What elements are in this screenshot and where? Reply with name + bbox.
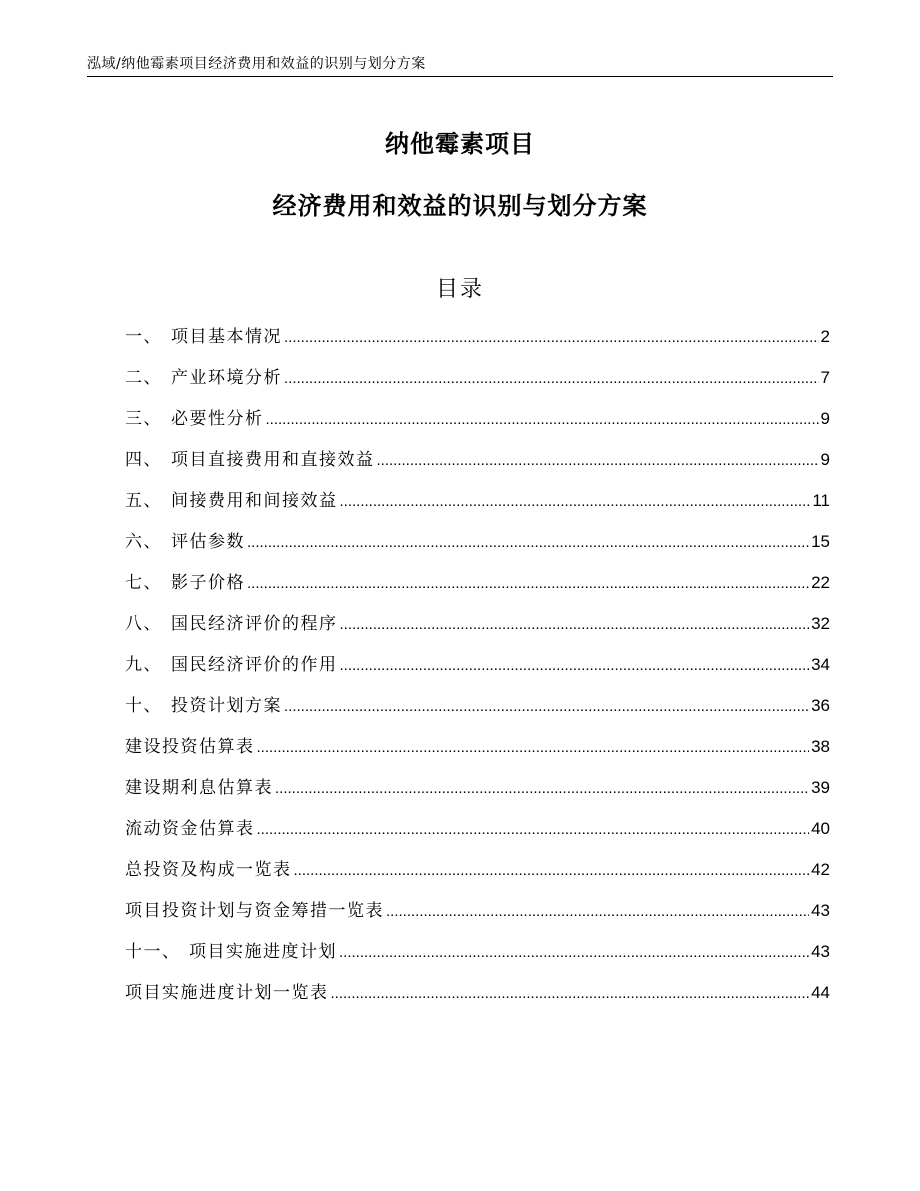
toc-leader-dots [340, 651, 810, 681]
toc-entry-label: 国民经济评价的程序 [171, 614, 338, 634]
toc-leader-dots [247, 569, 809, 599]
toc-entry-label: 项目基本情况 [171, 327, 282, 347]
toc-entry[interactable] [125, 650, 830, 691]
toc-entry-label: 总投资及构成一览表 [125, 860, 292, 880]
toc-entry[interactable] [125, 404, 830, 445]
toc-entry-label: 项目直接费用和直接效益 [171, 450, 375, 470]
toc-entry[interactable] [125, 527, 830, 568]
toc-entry-page: 36 [811, 696, 830, 715]
toc-leader-dots [266, 405, 819, 435]
toc-entry-page: 42 [811, 860, 830, 879]
toc-entry-page: 32 [811, 614, 830, 633]
toc-entry-label: 国民经济评价的作用 [171, 655, 338, 675]
document-title-line1: 纳他霉素项目 [385, 130, 535, 158]
toc-entry-label: 项目实施进度计划一览表 [125, 983, 329, 1003]
toc-entry-number: 十一、 [125, 942, 181, 962]
toc-entry-number: 四、 [125, 450, 162, 470]
toc-entry-number: 三、 [125, 409, 162, 429]
toc-entry-page: 43 [811, 901, 830, 920]
toc-leader-dots [340, 487, 811, 517]
toc-entry-number: 一、 [125, 327, 162, 347]
toc-entry[interactable] [125, 568, 830, 609]
toc-entry-label: 建设期利息估算表 [125, 778, 273, 798]
toc-entry-number: 七、 [125, 573, 162, 593]
toc-heading: 目录 [435, 277, 484, 302]
toc-entry[interactable] [125, 773, 830, 814]
toc-entry[interactable] [125, 978, 830, 1019]
toc-entry-label: 建设投资估算表 [125, 737, 255, 757]
toc-entry-label: 影子价格 [171, 573, 245, 593]
toc-entry-number: 九、 [125, 655, 162, 675]
toc-leader-dots [340, 610, 810, 640]
toc-leader-dots [386, 897, 809, 927]
toc-entry-page: 34 [811, 655, 830, 674]
toc-entry-page: 44 [811, 983, 830, 1002]
toc-leader-dots [331, 979, 810, 1009]
toc-entry[interactable] [125, 445, 830, 486]
toc-entry[interactable] [125, 937, 830, 978]
toc-entry-page: 9 [820, 409, 830, 428]
toc-entry-page: 22 [811, 573, 830, 592]
toc-entry-number: 十、 [125, 696, 162, 716]
toc-entry-page: 9 [820, 450, 830, 469]
toc-entry-page: 11 [812, 491, 830, 510]
toc-entry[interactable] [125, 486, 830, 527]
toc-entry-page: 38 [811, 737, 830, 756]
table-of-contents [125, 322, 830, 1019]
toc-entry-label: 项目投资计划与资金筹措一览表 [125, 901, 384, 921]
toc-entry[interactable] [125, 896, 830, 937]
toc-leader-dots [284, 364, 819, 394]
toc-entry-number: 六、 [125, 532, 162, 552]
toc-entry-label: 流动资金估算表 [125, 819, 255, 839]
toc-leader-dots [284, 323, 819, 353]
toc-entry[interactable] [125, 322, 830, 363]
toc-entry[interactable] [125, 609, 830, 650]
toc-entry-page: 43 [811, 942, 830, 961]
toc-entry-page: 7 [820, 368, 830, 387]
toc-leader-dots [339, 938, 809, 968]
toc-leader-dots [377, 446, 819, 476]
document-title-line2: 经济费用和效益的识别与划分方案 [272, 192, 648, 220]
toc-entry-page: 40 [811, 819, 830, 838]
toc-leader-dots [257, 815, 810, 845]
running-header: 泓域/纳他霉素项目经济费用和效益的识别与划分方案 [87, 56, 426, 72]
toc-leader-dots [257, 733, 810, 763]
toc-entry-number: 五、 [125, 491, 162, 511]
header-divider [87, 76, 833, 77]
toc-entry-label: 项目实施进度计划 [189, 942, 337, 962]
toc-leader-dots [294, 856, 810, 886]
toc-entry-label: 产业环境分析 [171, 368, 282, 388]
toc-entry-number: 八、 [125, 614, 162, 634]
toc-entry[interactable] [125, 855, 830, 896]
toc-entry[interactable] [125, 691, 830, 732]
toc-leader-dots [247, 528, 809, 558]
toc-leader-dots [275, 774, 809, 804]
toc-entry[interactable] [125, 814, 830, 855]
toc-entry-number: 二、 [125, 368, 162, 388]
toc-entry-label: 评估参数 [171, 532, 245, 552]
toc-entry-label: 投资计划方案 [171, 696, 282, 716]
toc-entry-label: 间接费用和间接效益 [171, 491, 338, 511]
toc-entry[interactable] [125, 732, 830, 773]
toc-leader-dots [284, 692, 809, 722]
toc-entry-page: 39 [811, 778, 830, 797]
toc-entry-page: 15 [811, 532, 830, 551]
toc-entry-page: 2 [820, 327, 830, 346]
toc-entry-label: 必要性分析 [171, 409, 264, 429]
toc-entry[interactable] [125, 363, 830, 404]
